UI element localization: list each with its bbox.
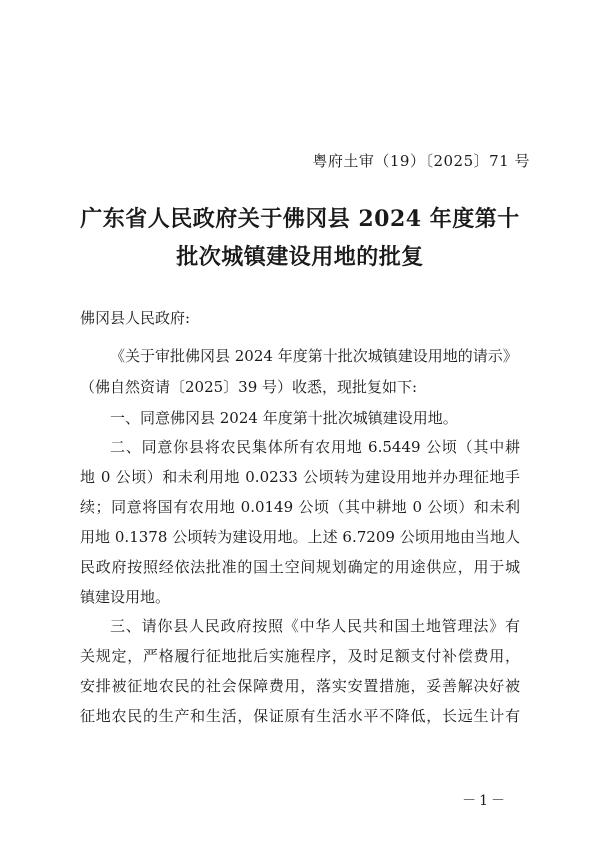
- document-title-line-2: 批次城镇建设用地的批复: [176, 244, 424, 270]
- body-line: 安排被征地农民的社会保障费用，落实安置措施，妥善解决好被: [80, 677, 520, 695]
- body-line: 《关于审批佛冈县 2024 年度第十批次城镇建设用地的请示》: [110, 347, 518, 365]
- body-line: 续；同意将国有农用地 0.0149 公顷（其中耕地 0 公顷）和未利: [80, 498, 520, 516]
- addressee: 佛冈县人民政府:: [80, 309, 191, 327]
- body-line: 二、同意你县将农民集体所有农用地 6.5449 公顷（其中耕: [110, 438, 520, 456]
- body-line: 征地农民的生产和生活，保证原有生活水平不降低，长远生计有: [80, 707, 520, 725]
- body-line: （佛自然资请〔2025〕39 号）收悉，现批复如下:: [80, 378, 418, 396]
- body-line: 关规定，严格履行征地批后实施程序，及时足额支付补偿费用，: [80, 647, 520, 665]
- body-line: 民政府按照经依法批准的国土空间规划确定的用途供应，用于城: [80, 558, 520, 576]
- body-line: 用地 0.1378 公顷转为建设用地。上述 6.7209 公顷用地由当地人: [80, 528, 520, 546]
- body-line: 一、同意佛冈县 2024 年度第十批次城镇建设用地。: [110, 409, 458, 427]
- document-number: 粤府土审（19）〔2025〕71 号: [312, 152, 530, 170]
- body-line: 地 0 公顷）和未利用地 0.0233 公顷转为建设用地并办理征地手: [80, 468, 520, 486]
- page-number-text: －1－: [462, 793, 508, 809]
- body-line: 镇建设用地。: [80, 588, 171, 606]
- body-line: 三、请你县人民政府按照《中华人民共和国土地管理法》有: [110, 617, 520, 635]
- page-number: [0, 790, 600, 810]
- document-title-line-1: 广东省人民政府关于佛冈县 2024 年度第十: [80, 206, 520, 232]
